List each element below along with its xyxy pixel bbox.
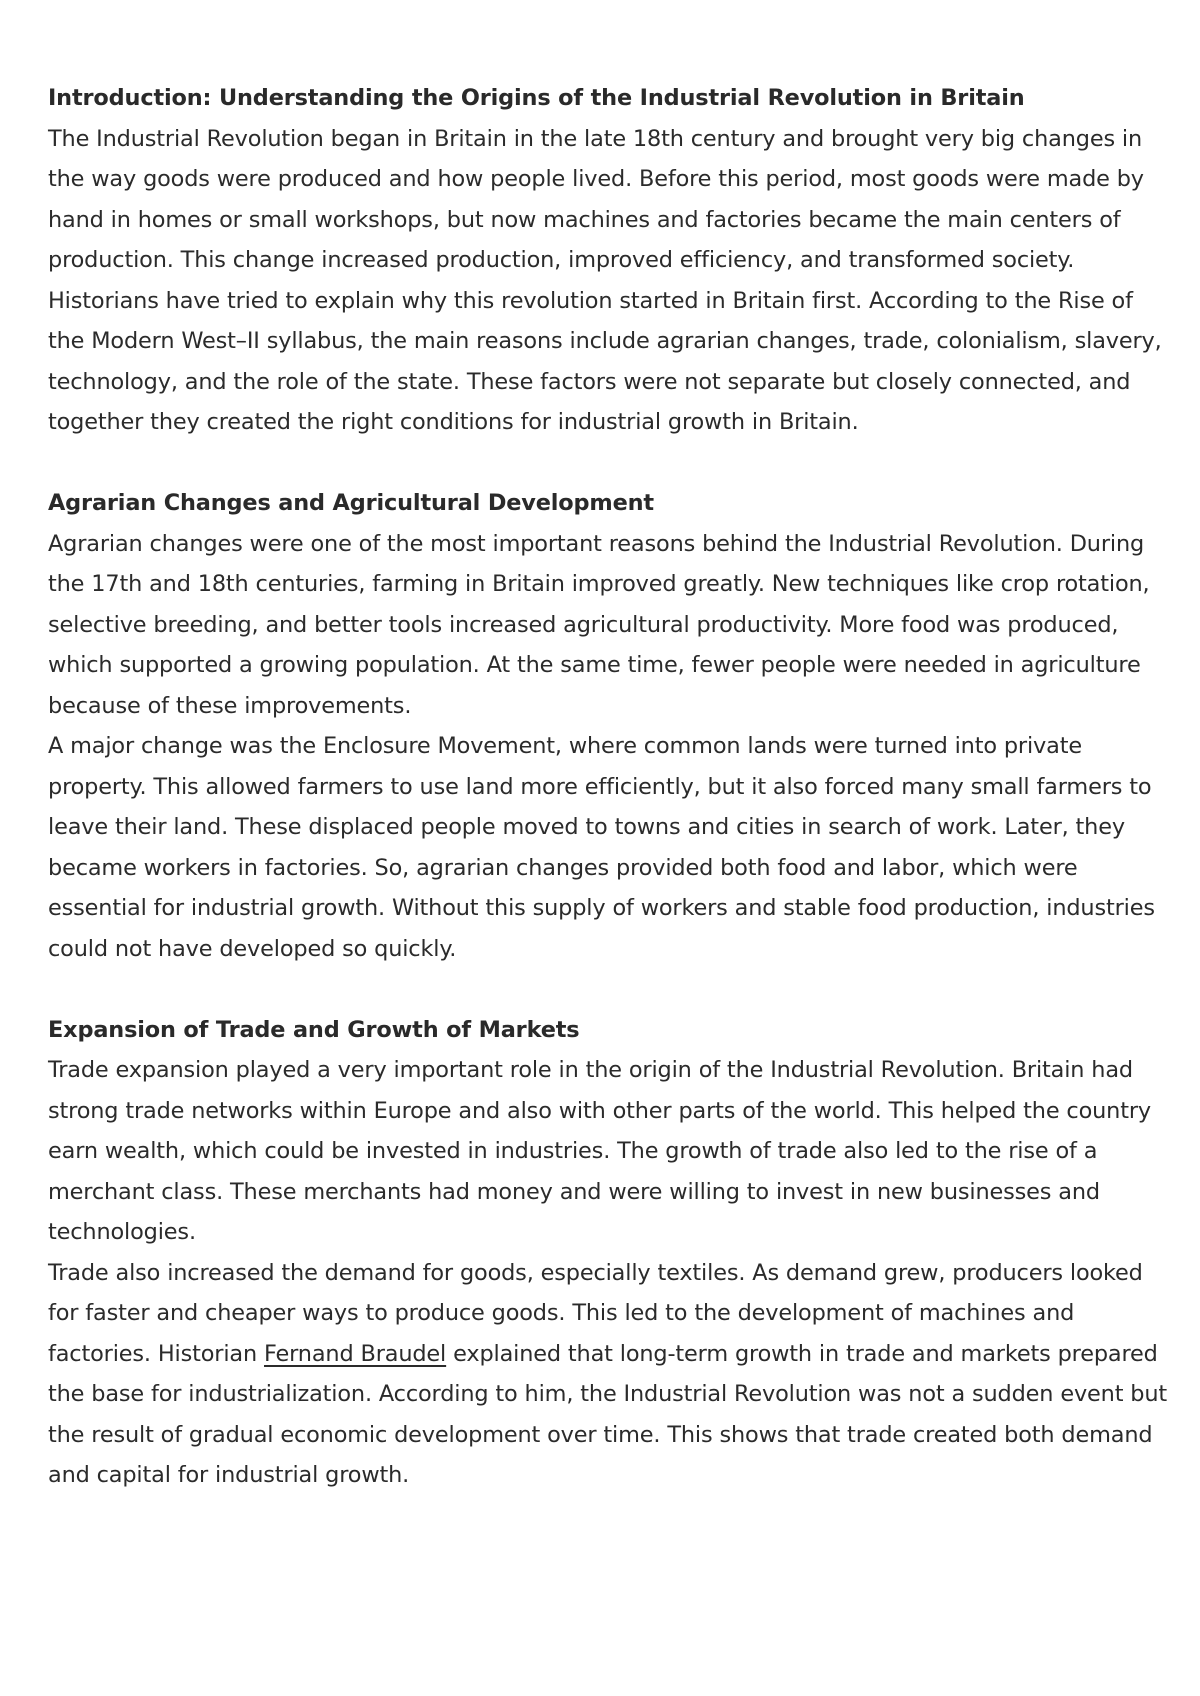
section-introduction xyxy=(48,78,1168,443)
paragraph-text-before-link: Trade also increased the demand for goods, especially textiles. As demand grew, producers looked for faster and cheaper ways to produce goods. This led to the development of machines and factories. Historian xyxy=(48,1259,1143,1367)
fernand-braudel-link[interactable]: Fernand Braudel xyxy=(264,1340,447,1367)
section-heading: Introduction: Understanding the Origins of the Industrial Revolution in Britain xyxy=(48,85,1025,111)
section-heading: Expansion of Trade and Growth of Markets xyxy=(48,1016,580,1043)
paragraph: The Industrial Revolution began in Britain in the late 18th century and brought very big changes in the way goods were produced and how people lived. Before this period, most goods were made by hand in homes or small workshops, but now machines and factories became the main centers of production. This change increased production, improved efficiency, and transformed society. Historians have tried to explain why this revolution started in Britain first. According to the Rise of the Modern West–II syllabus, the main reasons include agrarian changes, trade, colonialism, slavery, technology, and the role of the state. These factors were not separate but closely connected, and together they created the right conditions for industrial growth in Britain. xyxy=(48,125,1162,435)
document-page xyxy=(48,78,1168,1536)
paragraph: A major change was the Enclosure Movement, where common lands were turned into private property. This allowed farmers to use land more efficiently, but it also forced many small farmers to leave their land. These displaced people moved to towns and cities in search of work. Later, they became workers in factories. So, agrarian changes provided both food and labor, which were essential for industrial growth. Without this supply of workers and stable food production, industries could not have developed so quickly. xyxy=(48,733,1155,962)
section-agrarian-changes xyxy=(48,483,1168,969)
paragraph: Trade expansion played a very important role in the origin of the Industrial Revolution. Britain had strong trade networks within Europe and also with other parts of the world. This helped the country earn wealth, which could be invested in industries. The growth of trade also led to the rise of a merchant class. These merchants had money and were willing to invest in new businesses and technologies. xyxy=(48,1057,1152,1245)
paragraph-text-after-link: explained that long-term growth in trade and markets prepared the base for industrialization. According to him, the Industrial Revolution was not a sudden event but the result of gradual economic development over time. This shows that trade created both demand and capital for industrial growth. xyxy=(48,1340,1168,1488)
paragraph: Agrarian changes were one of the most important reasons behind the Industrial Revolution. During the 17th and 18th centuries, farming in Britain improved greatly. New techniques like crop rotation, selective breeding, and better tools increased agricultural productivity. More food was produced, which supported a growing population. At the same time, fewer people were needed in agriculture because of these improvements. xyxy=(48,530,1150,719)
section-trade-expansion xyxy=(48,1010,1168,1496)
section-heading: Agrarian Changes and Agricultural Development xyxy=(48,490,654,516)
paragraph-with-link xyxy=(48,1253,1168,1496)
